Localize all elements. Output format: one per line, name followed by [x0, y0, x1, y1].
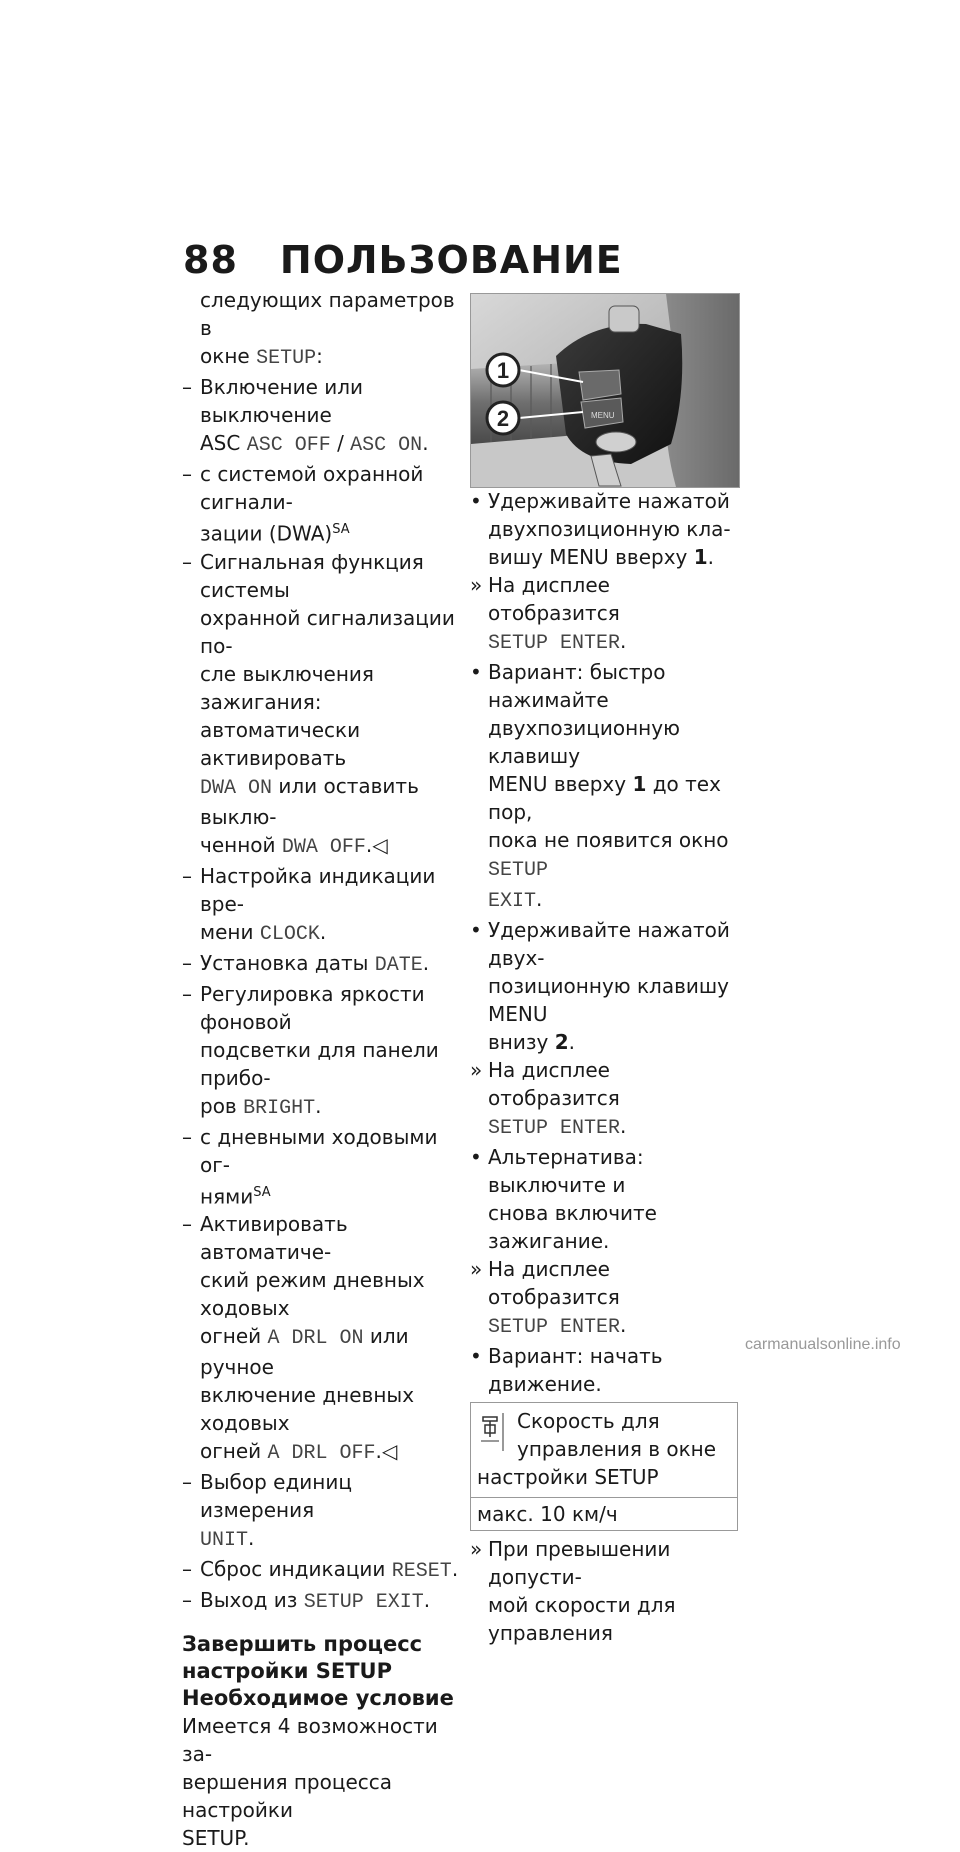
display-code: DWA OFF	[281, 835, 366, 859]
heading-line: настройки SETUP	[182, 1659, 392, 1684]
text-line: Вариант: быстро нажимайте	[488, 660, 666, 712]
text-line	[200, 516, 462, 548]
text-span: ров	[200, 1093, 244, 1118]
text-span: .	[451, 1557, 459, 1582]
table-value: макс. 10 км/ч	[477, 1502, 618, 1526]
key-reference: 1	[632, 772, 647, 796]
bullet-marker: •	[470, 1344, 482, 1368]
display-code: SETUP EXIT	[303, 1591, 424, 1615]
text-line: При превышении допусти-	[488, 1537, 671, 1589]
dash-marker: –	[182, 863, 192, 888]
key-reference: 1	[693, 545, 708, 569]
section-heading	[182, 1631, 462, 1685]
list-item-unit	[182, 1468, 462, 1555]
display-code: EXIT	[488, 890, 537, 913]
text-span: до тех пор,	[488, 772, 721, 824]
text-line: позиционную клавишу MENU	[488, 974, 730, 1026]
text-line: включение дневных ходовых	[200, 1383, 415, 1436]
text-span: .	[568, 1030, 575, 1054]
text-line: охранной сигнализации по-	[200, 605, 455, 658]
text-line: Выбор единиц измерения	[200, 1470, 352, 1523]
text-line	[488, 627, 740, 658]
bullet-marker: •	[470, 660, 482, 684]
text-line: с дневными ходовыми ог-	[200, 1124, 438, 1177]
table-text-line: настройки SETUP	[477, 1465, 659, 1489]
text-line	[488, 1311, 740, 1342]
text-span: окне	[200, 344, 257, 368]
text-line: Альтернатива: выключите и	[488, 1145, 644, 1197]
text-span: .	[620, 1313, 627, 1337]
text-line: подсветки для панели прибо-	[200, 1037, 439, 1090]
list-item-drl	[182, 1123, 462, 1211]
result-setup-enter	[470, 1056, 740, 1143]
text-span: зации (DWA)	[200, 521, 333, 546]
display-code: DATE	[374, 953, 423, 977]
text-span: или ручное	[200, 1324, 409, 1380]
text-span: .	[315, 1093, 322, 1118]
left-column	[182, 286, 462, 1852]
text-line	[488, 826, 740, 885]
display-code: SETUP ENTER	[488, 1316, 621, 1339]
list-item-asc	[182, 373, 462, 460]
text-span: .	[536, 887, 543, 911]
text-line: автоматически активировать	[200, 717, 361, 770]
text-span: внизу	[488, 1030, 555, 1054]
text-line	[488, 885, 740, 916]
step-hold-menu-down	[470, 916, 740, 1056]
step-quick-press	[470, 658, 740, 916]
text-span: нями	[200, 1184, 254, 1209]
text-span: мени	[200, 919, 260, 944]
text-line: следующих параметров в	[200, 288, 455, 340]
text-span: ASC	[200, 431, 247, 455]
result-marker: »	[470, 1537, 483, 1561]
right-column	[470, 487, 740, 1647]
display-code: SETUP	[256, 347, 317, 370]
prerequisite-heading: Необходимое условие	[182, 1686, 454, 1711]
display-code: BRIGHT	[243, 1096, 316, 1120]
callout-1-label: 1	[496, 358, 510, 383]
result-setup-enter	[470, 1255, 740, 1342]
table-text-line: Скорость для	[517, 1409, 660, 1433]
callout-2-label: 2	[496, 406, 510, 431]
bullet-marker: •	[470, 918, 482, 942]
list-item-exit	[182, 1586, 462, 1617]
dash-marker: –	[182, 950, 192, 975]
text-span: .	[620, 629, 627, 653]
text-line: SETUP.	[182, 1826, 250, 1851]
text-span: вишу MENU вверху	[488, 545, 694, 569]
text-line: Удерживайте нажатой	[488, 489, 730, 513]
list-item-drl-mode	[182, 1210, 462, 1468]
text-line: снова включите зажигание.	[488, 1201, 657, 1253]
display-code: RESET	[391, 1560, 452, 1584]
text-span: огней	[200, 1439, 268, 1464]
body-paragraph	[182, 1712, 462, 1852]
text-line: Сигнальная функция системы	[200, 549, 424, 602]
text-span: /	[330, 431, 351, 455]
text-span: .	[620, 1114, 627, 1138]
text-span: Установка даты	[200, 950, 375, 975]
display-code: ASC OFF	[246, 434, 331, 457]
list-item-bright	[182, 980, 462, 1123]
text-span: .	[319, 919, 327, 944]
text-line: вершения процесса настройки	[182, 1770, 393, 1823]
text-span: .	[707, 545, 715, 569]
text-span: :	[316, 344, 323, 368]
text-line	[488, 543, 740, 571]
option-superscript: SA	[332, 522, 350, 537]
text-line	[200, 1322, 462, 1381]
dash-marker: –	[182, 1588, 192, 1613]
display-code: UNIT	[200, 1529, 249, 1553]
text-line: Имеется 4 возможности за-	[182, 1714, 438, 1767]
display-code: SETUP ENTER	[488, 632, 621, 655]
text-line: Удерживайте нажатой двух-	[488, 918, 730, 970]
dash-marker: –	[182, 462, 192, 486]
speed-limit-table	[470, 1402, 738, 1531]
text-line	[200, 772, 462, 831]
display-code: A DRL ON	[267, 1327, 364, 1351]
display-code: SETUP ENTER	[488, 1117, 621, 1140]
text-line: двухпозиционную клавишу	[488, 716, 680, 768]
text-line: Настройка индикации вре-	[200, 863, 436, 916]
list-item-alarm	[182, 548, 462, 862]
text-line: Регулировка яркости фоновой	[200, 981, 425, 1034]
text-line	[488, 1112, 740, 1143]
result-speed-exceeded	[470, 1535, 740, 1647]
intro-text	[182, 286, 462, 373]
page-number: 88	[183, 238, 238, 282]
page-header	[183, 238, 623, 282]
text-line: На дисплее отобразится	[488, 1058, 620, 1110]
text-span: огней	[200, 1324, 268, 1349]
photo-illustration	[471, 294, 739, 487]
display-code: SETUP	[488, 859, 549, 882]
text-span: .	[423, 1588, 431, 1613]
text-span: MENU вверху	[488, 772, 633, 796]
display-code: DWA ON	[200, 776, 273, 800]
text-line	[200, 342, 462, 373]
bullet-marker: •	[470, 489, 482, 513]
dash-marker: –	[182, 981, 192, 1006]
text-line: На дисплее отобразится	[488, 1257, 620, 1309]
text-span: ченной	[200, 832, 282, 857]
text-span: .	[422, 950, 430, 975]
result-marker: »	[470, 1058, 483, 1082]
text-span: пока не появится окно	[488, 828, 729, 852]
text-span: .◁	[365, 832, 388, 857]
list-item-reset	[182, 1555, 462, 1586]
text-line: мой скорости для управления	[488, 1593, 676, 1645]
text-line: ский режим дневных ходовых	[200, 1268, 425, 1321]
text-line: Вариант: начать движение.	[488, 1344, 663, 1396]
dash-marker: –	[182, 549, 192, 574]
dash-marker: –	[182, 375, 192, 399]
key-reference: 2	[554, 1030, 569, 1054]
text-line	[488, 770, 740, 826]
text-line	[200, 1179, 462, 1211]
step-start-driving	[470, 1342, 740, 1398]
result-marker: »	[470, 1257, 483, 1281]
text-line: сле выключения зажигания:	[200, 661, 374, 714]
speedometer-icon	[479, 1411, 509, 1462]
table-header	[471, 1403, 737, 1498]
dash-marker: –	[182, 1557, 192, 1582]
display-code: A DRL OFF	[267, 1442, 376, 1466]
heading-line: Завершить процесс	[182, 1632, 423, 1657]
text-line: Включение или выключение	[200, 375, 364, 427]
list-item-clock	[182, 862, 462, 949]
step-ignition-cycle	[470, 1143, 740, 1255]
text-line: с системой охранной сигнали-	[200, 462, 424, 514]
text-line	[488, 1028, 740, 1056]
text-span: .	[422, 431, 429, 455]
text-span: Выход из	[200, 1588, 304, 1613]
list-item-date	[182, 949, 462, 980]
text-line	[200, 831, 462, 862]
text-line	[200, 1437, 462, 1468]
handlebar-switch-photo	[470, 293, 740, 488]
display-code: CLOCK	[259, 922, 320, 946]
table-text-line: управления в окне	[517, 1437, 717, 1461]
text-line	[200, 1524, 462, 1555]
dash-marker: –	[182, 1212, 192, 1237]
text-span: Сброс индикации	[200, 1557, 392, 1582]
display-code: ASC ON	[350, 434, 423, 457]
text-line: На дисплее отобразится	[488, 573, 620, 625]
footer-watermark: carmanualsonline.info	[745, 1336, 901, 1353]
dash-marker: –	[182, 1470, 192, 1495]
text-span: .	[248, 1526, 255, 1551]
option-superscript: SA	[253, 1184, 271, 1200]
text-line	[200, 1092, 462, 1123]
text-span: .◁	[375, 1439, 398, 1464]
page-title: ПОЛЬЗОВАНИЕ	[279, 238, 623, 282]
text-line: двухпозиционную кла-	[488, 517, 731, 541]
result-setup-enter	[470, 571, 740, 658]
text-line	[200, 429, 462, 460]
list-item-dwa	[182, 460, 462, 548]
menu-key-label: MENU	[591, 411, 615, 420]
text-span: или оставить выклю-	[200, 773, 419, 829]
dash-marker: –	[182, 1124, 192, 1149]
result-marker: »	[470, 573, 483, 597]
text-line: Активировать автоматиче-	[200, 1212, 348, 1265]
text-line	[200, 918, 462, 949]
bullet-marker: •	[470, 1145, 482, 1169]
step-hold-menu-up	[470, 487, 740, 571]
